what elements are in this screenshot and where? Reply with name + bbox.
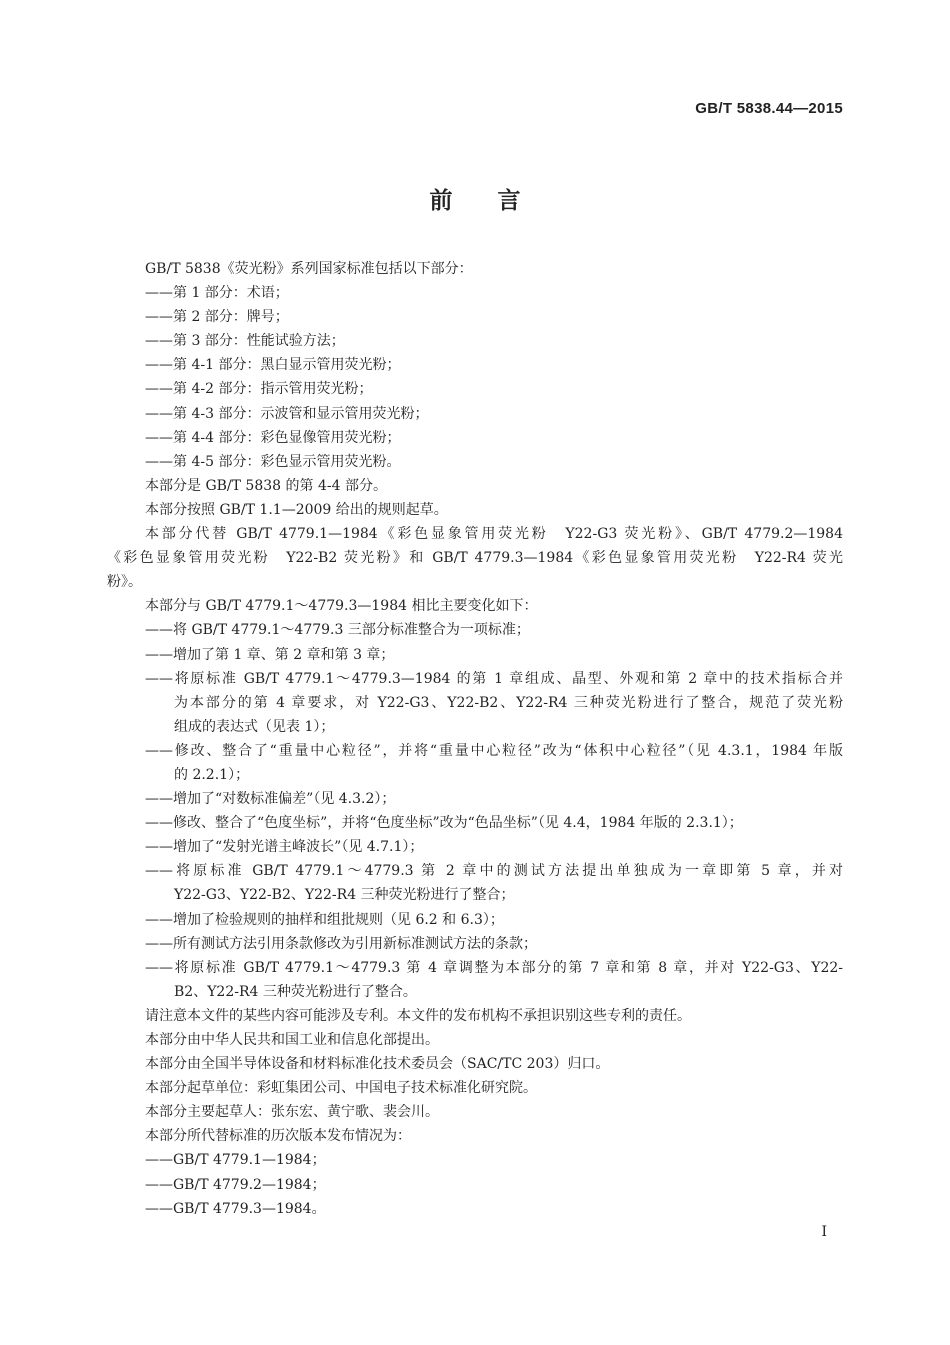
list-item: ——第 2 部分：牌号；	[145, 309, 289, 326]
list-item: ——GB/T 4779.2—1984；	[145, 1176, 326, 1193]
standard-number: GB/T 5838.44—2015	[695, 100, 843, 117]
list-item-continued: B2、Y22-R4 三种荧光粉进行了整合。	[174, 983, 417, 1000]
list-item-continued: Y22-G3、Y22-B2、Y22-R4 三种荧光粉进行了整合；	[174, 887, 515, 904]
text-line: 本部分主要起草人：张东宏、黄宁歌、裴会川。	[145, 1104, 439, 1121]
page-number: I	[821, 1224, 827, 1240]
list-item: ——增加了检验规则的抽样和组批规则（见 6.2 和 6.3）；	[145, 911, 504, 928]
text-line: GB/T 5838《荧光粉》系列国家标准包括以下部分：	[145, 261, 473, 277]
list-item-continued: 的 2.2.1）；	[174, 766, 250, 783]
list-item: ——GB/T 4779.1—1984；	[145, 1152, 326, 1169]
list-item-continued: 为本部分的第 4 章要求，对 Y22-G3、Y22-B2、Y22-R4 三种荧光粉进行了整合，规范了荧光粉	[174, 694, 843, 711]
list-item: ——第 3 部分：性能试验方法；	[145, 333, 345, 350]
list-item: ——第 1 部分：术语；	[145, 285, 289, 302]
list-item: ——将 GB/T 4779.1～4779.3 三部分标准整合为一项标准；	[145, 622, 530, 639]
text-line: 本部分由中华人民共和国工业和信息化部提出。	[145, 1032, 439, 1048]
list-item: ——修改、整合了“重量中心粒径”，并将“重量中心粒径”改为“体积中心粒径”（见 4.3.1，1984 年版	[145, 742, 843, 759]
list-item-continued: 组成的表达式（见表 1）；	[174, 718, 335, 735]
list-item: ——将原标准 GB/T 4779.1～4779.3—1984 的第 1 章组成、晶型、外观和第 2 章中的技术指标合并	[145, 670, 843, 687]
text-line: 本部分代替 GB/T 4779.1—1984《彩色显象管用荧光粉 Y22-G3 荧光粉》、GB/T 4779.2—1984	[145, 526, 843, 543]
text-line: 本部分与 GB/T 4779.1～4779.3—1984 相比主要变化如下：	[145, 598, 538, 615]
text-line: 粉》。	[107, 574, 142, 591]
list-item: ——第 4-3 部分：示波管和显示管用荧光粉；	[145, 405, 429, 422]
text-line: 《彩色显象管用荧光粉 Y22-B2 荧光粉》和 GB/T 4779.3—1984《彩色显象管用荧光粉 Y22-R4 荧光	[107, 550, 843, 567]
list-item: ——将原标准 GB/T 4779.1～4779.3 第 4 章调整为本部分的第 7 章和第 8 章，并对 Y22-G3、Y22-	[145, 959, 843, 976]
page-title: 前言	[429, 188, 566, 214]
list-item: ——修改、整合了“色度坐标”，并将“色度坐标”改为“色品坐标”（见 4.4，1984 年版的 2.3.1）；	[145, 815, 743, 832]
list-item: ——将原标准 GB/T 4779.1～4779.3 第 2 章中的测试方法提出单独成为一章即第 5 章，并对	[145, 863, 843, 880]
text-line: 本部分由全国半导体设备和材料标准化技术委员会（SAC/TC 203）归口。	[145, 1056, 610, 1073]
list-item: ——增加了第 1 章、第 2 章和第 3 章；	[145, 646, 395, 663]
list-item: ——第 4-1 部分：黑白显示管用荧光粉；	[145, 357, 401, 374]
list-item: ——第 4-4 部分：彩色显像管用荧光粉；	[145, 429, 401, 446]
text-line: 请注意本文件的某些内容可能涉及专利。本文件的发布机构不承担识别这些专利的责任。	[145, 1007, 691, 1024]
text-line: 本部分起草单位：彩虹集团公司、中国电子技术标准化研究院。	[145, 1080, 537, 1097]
list-item: ——第 4-2 部分：指示管用荧光粉；	[145, 381, 373, 398]
list-item: ——增加了“发射光谱主峰波长”（见 4.7.1）；	[145, 839, 424, 856]
text-line: 本部分所代替标准的历次版本发布情况为：	[145, 1128, 411, 1145]
list-item: ——增加了“对数标准偏差”（见 4.3.2）；	[145, 791, 396, 808]
text-line: 本部分是 GB/T 5838 的第 4-4 部分。	[145, 477, 387, 494]
list-item: ——第 4-5 部分：彩色显示管用荧光粉。	[145, 453, 401, 470]
list-item: ——所有测试方法引用条款修改为引用新标准测试方法的条款；	[145, 935, 537, 952]
text-line: 本部分按照 GB/T 1.1—2009 给出的规则起草。	[145, 501, 448, 518]
foreword-body	[107, 257, 843, 1221]
list-item: ——GB/T 4779.3—1984。	[145, 1200, 326, 1217]
